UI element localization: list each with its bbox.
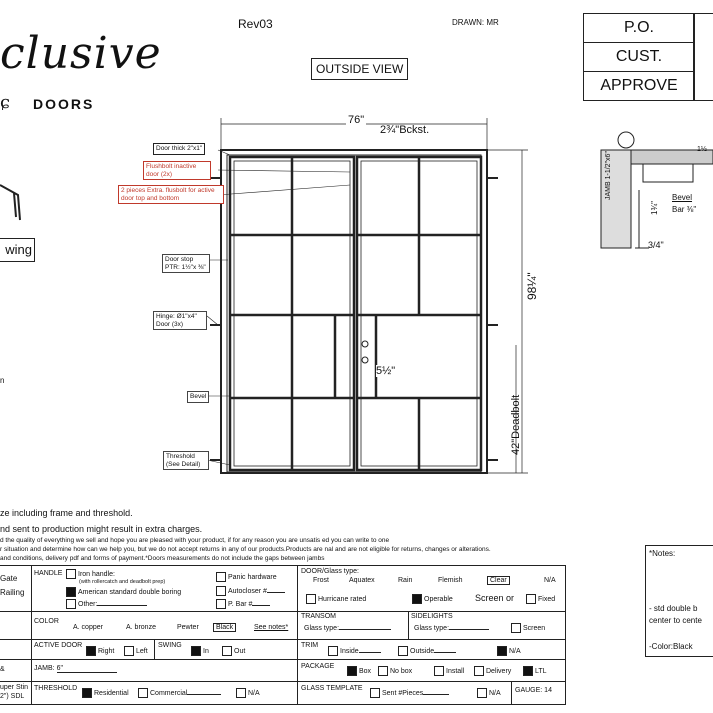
outside-view-label: OUTSIDE VIEW bbox=[311, 58, 408, 80]
transom-glass-text: Glass type: bbox=[304, 625, 340, 632]
sidelights-screen-label: Screen bbox=[523, 624, 546, 632]
drawn-by-label: DRAWN: MR bbox=[452, 18, 499, 27]
fixed-option[interactable] bbox=[526, 594, 555, 604]
pbar-checkbox[interactable] bbox=[216, 599, 226, 609]
trim-outside-option[interactable] bbox=[398, 646, 456, 656]
callout-flushbolt-extra: 2 pieces Extra. flusbolt for active door top and bottom bbox=[118, 185, 224, 204]
swing-in-label: In bbox=[203, 647, 209, 655]
american-boring-option[interactable] bbox=[66, 587, 181, 597]
threshold-residential-option[interactable] bbox=[82, 688, 129, 698]
brand-swirl-icon: ɕ bbox=[0, 92, 11, 113]
package-nobox-option[interactable] bbox=[378, 666, 412, 676]
threshold-na-option[interactable] bbox=[236, 688, 260, 698]
package-nobox-label: No box bbox=[390, 667, 413, 675]
glass-rain[interactable]: Rain bbox=[398, 577, 413, 584]
left-cut-2: uper Stin bbox=[0, 684, 29, 691]
trim-na-label: N/A bbox=[509, 647, 521, 655]
active-right-option[interactable] bbox=[86, 646, 114, 656]
package-label: PACKAGE bbox=[301, 663, 335, 670]
iron-handle-label: Iron handle: bbox=[78, 570, 115, 578]
package-nobox-checkbox[interactable] bbox=[378, 666, 388, 676]
left-cut-3: 2") SDL bbox=[0, 693, 25, 700]
package-box-option[interactable] bbox=[347, 666, 371, 676]
trim-inside-checkbox[interactable] bbox=[328, 646, 338, 656]
pbar-option[interactable] bbox=[216, 599, 270, 609]
detail-bar: Bar ⅜" bbox=[672, 205, 697, 214]
glass-aquatex[interactable]: Aquatex bbox=[349, 577, 375, 584]
order-form bbox=[0, 565, 566, 705]
color-black-selected[interactable]: Black bbox=[213, 623, 236, 632]
glass-na[interactable]: N/A bbox=[544, 577, 556, 584]
transom-glass-label bbox=[304, 625, 391, 632]
partial-door-sketch-icon bbox=[0, 175, 30, 225]
side-notes-box bbox=[645, 545, 713, 657]
swing-out-option[interactable] bbox=[222, 646, 245, 656]
glass-template-sent-option[interactable] bbox=[370, 688, 449, 698]
swing-in-checkbox[interactable] bbox=[191, 646, 201, 656]
package-install-option[interactable] bbox=[434, 666, 464, 676]
glass-template-na-label: N/A bbox=[489, 689, 501, 697]
operable-checkbox[interactable] bbox=[412, 594, 422, 604]
handle-label: HANDLE bbox=[34, 570, 63, 577]
trim-inside-label: Inside bbox=[340, 647, 359, 655]
threshold-na-label: N/A bbox=[248, 689, 260, 697]
trim-inside-option[interactable] bbox=[328, 646, 381, 656]
swing-out-checkbox[interactable] bbox=[222, 646, 232, 656]
approve-label: APPROVE bbox=[600, 77, 678, 94]
handle-dimension: 5½" bbox=[376, 365, 396, 377]
threshold-na-checkbox[interactable] bbox=[236, 688, 246, 698]
american-boring-checkbox[interactable] bbox=[66, 587, 76, 597]
detail-bottom-dim: 3/4" bbox=[648, 240, 664, 250]
partial-n-label: n bbox=[0, 376, 5, 385]
package-ltl-label: LTL bbox=[535, 667, 547, 675]
sidelights-glass-label bbox=[414, 625, 489, 632]
hurricane-option[interactable] bbox=[306, 594, 366, 604]
note-line-4: r situation and determine how can we help you, but we do not accept returns in any of our products.Products are nal and are not eligible for returns, changes or alterations. bbox=[0, 546, 491, 553]
pbar-label: P. Bar # bbox=[228, 600, 253, 608]
glass-template-na-option[interactable] bbox=[477, 688, 501, 698]
left-cut-1: & bbox=[0, 666, 5, 673]
threshold-residential-checkbox[interactable] bbox=[82, 688, 92, 698]
package-delivery-checkbox[interactable] bbox=[474, 666, 484, 676]
color-pewter[interactable]: Pewter bbox=[177, 624, 199, 631]
jamb-label bbox=[34, 665, 117, 673]
iron-handle-sub: (with rollercatch and deadbolt prep) bbox=[79, 579, 166, 585]
package-ltl-checkbox[interactable] bbox=[523, 666, 533, 676]
po-cell bbox=[583, 13, 695, 43]
autocloser-checkbox[interactable] bbox=[216, 586, 226, 596]
panic-label: Panic hardware bbox=[228, 573, 277, 581]
glass-template-sent-label: Sent #Pieces bbox=[382, 689, 424, 697]
package-ltl-option[interactable] bbox=[523, 666, 547, 676]
door-drawing bbox=[150, 110, 570, 500]
package-install-checkbox[interactable] bbox=[434, 666, 444, 676]
approve-cell bbox=[583, 72, 695, 101]
active-left-label: Left bbox=[136, 647, 148, 655]
brand-doors: DOORS bbox=[33, 96, 95, 112]
trim-na-checkbox[interactable] bbox=[497, 646, 507, 656]
side-notes-color: -Color:Black bbox=[649, 642, 693, 651]
active-right-label: Right bbox=[98, 647, 115, 655]
screen-or-label: Screen or bbox=[475, 593, 515, 603]
callout-threshold: Threshold (See Detail) bbox=[163, 451, 209, 470]
note-line-3: d the quality of everything we sell and hope you are pleased with your product, if for any reason you are unsatis ed you can write to one bbox=[0, 537, 390, 544]
partial-wing-label: wing bbox=[0, 238, 35, 262]
callout-flushbolt-inactive: Flushbolt inactive door (2x) bbox=[143, 161, 211, 180]
backset-dimension: 2¾"Bckst. bbox=[380, 124, 430, 136]
threshold-commercial-checkbox[interactable] bbox=[138, 688, 148, 698]
height-dimension: 98¼" bbox=[525, 272, 539, 300]
detail-bevel: Bevel bbox=[672, 193, 693, 202]
iron-handle-checkbox[interactable] bbox=[66, 569, 76, 579]
po-values-column bbox=[693, 13, 713, 101]
package-delivery-option[interactable] bbox=[474, 666, 511, 676]
trim-outside-label: Outside bbox=[410, 647, 435, 655]
callout-hinge: Hinge: Ø1"x4" Door (3x) bbox=[153, 311, 207, 330]
iron-handle-option[interactable] bbox=[66, 569, 115, 579]
detail-side-dim: 1¾" bbox=[650, 201, 659, 215]
color-copper[interactable]: A. copper bbox=[73, 624, 103, 631]
fixed-label: Fixed bbox=[538, 595, 556, 603]
american-boring-label: American standard double boring bbox=[78, 588, 182, 596]
deadbolt-dimension: 42"Deadbolt bbox=[510, 394, 522, 455]
color-label: COLOR bbox=[34, 618, 59, 625]
trim-outside-checkbox[interactable] bbox=[398, 646, 408, 656]
color-see-notes[interactable]: See notes* bbox=[254, 624, 289, 631]
transom-label: TRANSOM bbox=[301, 613, 336, 620]
other-handle-label: Other: bbox=[78, 600, 98, 608]
note-line-1: ze including frame and threshold. bbox=[0, 508, 133, 518]
active-door-label: ACTIVE DOOR bbox=[34, 642, 83, 649]
panic-option[interactable] bbox=[216, 572, 277, 582]
operable-option[interactable] bbox=[412, 594, 453, 604]
threshold-label: THRESHOLD bbox=[34, 685, 78, 692]
package-delivery-label: Delivery bbox=[486, 667, 512, 675]
detail-top-dim: 1½ bbox=[697, 146, 707, 153]
revision-label: Rev03 bbox=[238, 17, 273, 31]
hurricane-checkbox[interactable] bbox=[306, 594, 316, 604]
glass-template-sent-checkbox[interactable] bbox=[370, 688, 380, 698]
note-line-5: and conditions, delivery pdf and forms of payment.*Doors measurements do not include the gaps between jambs bbox=[0, 555, 325, 562]
package-install-label: Install bbox=[446, 667, 465, 675]
package-box-label: Box bbox=[359, 667, 372, 675]
autocloser-option[interactable] bbox=[216, 586, 285, 596]
gate-label: Gate bbox=[0, 574, 18, 583]
callout-door-thick: Door thick 2"x1" bbox=[153, 143, 205, 155]
swing-in-option[interactable] bbox=[191, 646, 209, 656]
glass-frost[interactable]: Frost bbox=[313, 577, 329, 584]
jamb-label-text: JAMB: bbox=[34, 665, 55, 672]
swing-label: SWING bbox=[158, 642, 182, 649]
fixed-checkbox[interactable] bbox=[526, 594, 536, 604]
threshold-residential-label: Residential bbox=[94, 689, 129, 697]
railing-label: Railing bbox=[0, 588, 25, 597]
sidelights-screen-checkbox[interactable] bbox=[511, 623, 521, 633]
trim-na-option[interactable] bbox=[497, 646, 521, 656]
threshold-commercial-option[interactable] bbox=[138, 688, 221, 698]
swing-out-label: Out bbox=[234, 647, 246, 655]
side-notes-std: - std double b bbox=[649, 604, 698, 613]
cust-label: CUST. bbox=[615, 48, 663, 65]
glass-flemish[interactable]: Flemish bbox=[438, 577, 463, 584]
trim-label: TRIM bbox=[301, 642, 319, 649]
glass-template-na-checkbox[interactable] bbox=[477, 688, 487, 698]
side-notes-center: center to cente bbox=[649, 616, 702, 625]
callout-door-stop: Door stop PTR: 1½"x ⅜" bbox=[162, 254, 210, 273]
color-bronze[interactable]: A. bronze bbox=[126, 624, 156, 631]
hurricane-label: Hurricane rated bbox=[318, 595, 367, 603]
other-handle-option[interactable] bbox=[66, 599, 147, 609]
glass-clear-selected[interactable]: Clear bbox=[487, 576, 510, 585]
detail-jamb-label: JAMB 1-1/2"x6" bbox=[605, 151, 612, 200]
cust-cell bbox=[583, 43, 695, 72]
other-handle-checkbox[interactable] bbox=[66, 599, 76, 609]
package-box-checkbox[interactable] bbox=[347, 666, 357, 676]
sidelights-glass-text: Glass type: bbox=[414, 625, 450, 632]
panic-checkbox[interactable] bbox=[216, 572, 226, 582]
glass-template-label: GLASS TEMPLATE bbox=[301, 685, 363, 692]
note-line-2: nd sent to production might result in extra charges. bbox=[0, 524, 203, 534]
side-notes-title: *Notes: bbox=[649, 549, 676, 558]
po-label: P.O. bbox=[624, 19, 654, 36]
callout-bevel: Bevel bbox=[187, 391, 209, 403]
active-right-checkbox[interactable] bbox=[86, 646, 96, 656]
active-left-option[interactable] bbox=[124, 646, 148, 656]
autocloser-label: Autocloser # bbox=[228, 587, 267, 595]
gauge-label: GAUGE: 14 bbox=[515, 687, 552, 694]
active-left-checkbox[interactable] bbox=[124, 646, 134, 656]
threshold-commercial-label: Commercial bbox=[150, 689, 188, 697]
width-dimension: 76" bbox=[348, 114, 365, 126]
operable-label: Operable bbox=[424, 595, 453, 603]
sidelights-screen-option[interactable] bbox=[511, 623, 545, 633]
sidelights-label: SIDELIGHTS bbox=[411, 613, 453, 620]
brand-logo-script: clusive bbox=[0, 28, 162, 79]
jamb-value[interactable]: 6" bbox=[57, 665, 117, 673]
door-glass-label: DOOR/Glass type: bbox=[301, 568, 359, 575]
